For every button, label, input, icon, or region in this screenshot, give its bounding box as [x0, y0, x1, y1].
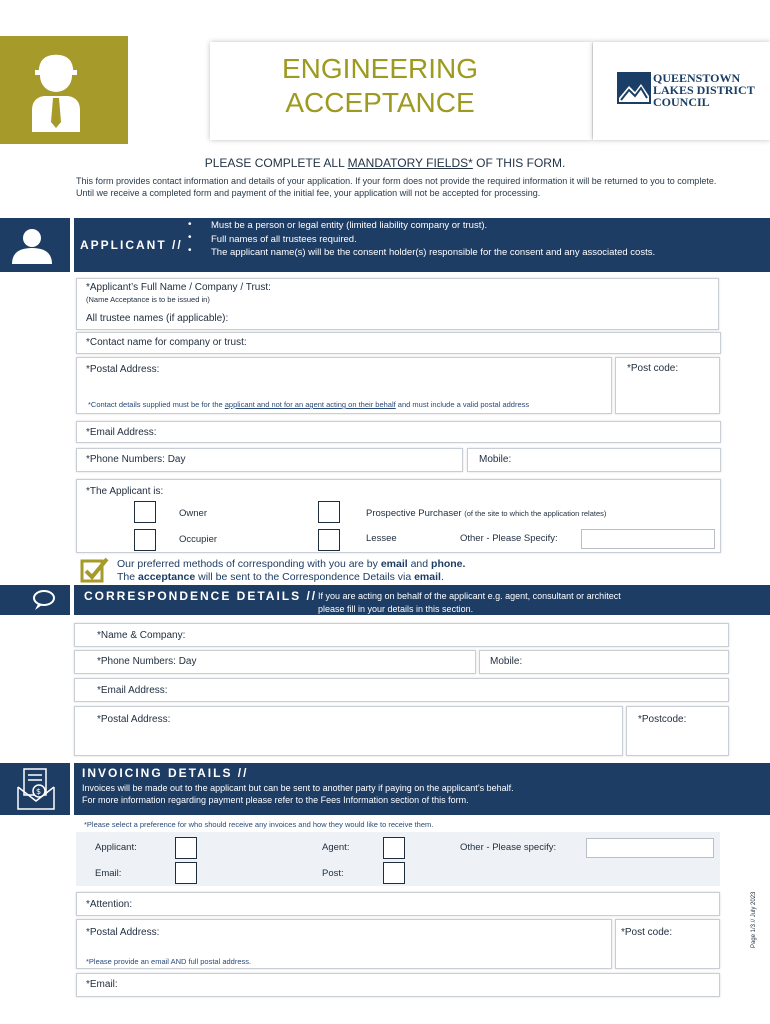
- correspondence-icon-box: [0, 585, 70, 615]
- applicant-email-label: *Email Address:: [86, 427, 157, 438]
- occupier-label: Occupier: [179, 534, 218, 545]
- invoice-envelope-icon: [0, 763, 70, 815]
- applicant-other-specify-input[interactable]: [581, 529, 715, 549]
- checked-checkbox-icon: [80, 557, 110, 583]
- correspondence-postcode-label: *Postcode:: [638, 714, 687, 725]
- correspondence-mobile-label: Mobile:: [490, 656, 523, 667]
- invoicing-section-title: INVOICING DETAILS //: [82, 766, 249, 780]
- lessee-checkbox[interactable]: [318, 529, 340, 551]
- council-logo-text: QUEENSTOWN LAKES DISTRICT COUNCIL: [653, 71, 755, 109]
- intro-text: This form provides contact information and details of your application. If your form does not provide the required information it will be returned to you to complete. Until we receive a completed form and payment of the initial fee, your application will not be accepted for processing.: [76, 176, 717, 198]
- chat-bubble-icon: [0, 585, 70, 615]
- occupier-checkbox[interactable]: [134, 529, 156, 551]
- invoicing-select-note: *Please select a preference for who should receive any invoices and how they would like to receive them.: [84, 820, 434, 829]
- invoice-applicant-label: Applicant:: [95, 842, 137, 853]
- invoice-postal-label: *Postal Address:: [86, 927, 160, 938]
- prospective-purchaser-label: Prospective Purchaser (of the site to which the application relates): [366, 508, 607, 519]
- invoicing-note-2: For more information regarding payment please refer to the Fees Information section of this form.: [82, 795, 469, 805]
- invoice-post-label: Post:: [322, 868, 344, 879]
- applicant-requirements: Must be a person or legal entity (limited liability company or trust). Full names of all trustees required. The applicant name(s) will be the consent holder(s) responsible for the consent and any associated costs.: [211, 220, 656, 258]
- invoice-attention-field[interactable]: [76, 892, 720, 916]
- applicant-section-title: APPLICANT //: [80, 238, 183, 252]
- invoicing-icon-box: [0, 763, 70, 815]
- invoice-email-checkbox[interactable]: [175, 862, 197, 884]
- invoice-other-label: Other - Please specify:: [460, 842, 557, 853]
- invoice-attention-label: *Attention:: [86, 899, 133, 910]
- applicant-icon-box: [0, 218, 70, 272]
- page-title: ENGINEERING ACCEPTANCE: [281, 53, 479, 118]
- applicant-email-field[interactable]: [76, 421, 721, 443]
- correspondence-phone-label: *Phone Numbers: Day: [97, 656, 197, 667]
- preferred-methods-text: Our preferred methods of corresponding with you are by email and phone. The acceptance will be sent to the Correspondence Details via email.: [117, 558, 466, 583]
- correspondence-note-2: please fill in your details in this section.: [318, 604, 474, 614]
- applicant-postal-note: *Contact details supplied must be for the applicant and not for an agent acting on their behalf and must include a valid postal address: [88, 400, 530, 409]
- applicant-mobile-label: Mobile:: [479, 454, 512, 465]
- correspondence-postal-label: *Postal Address:: [97, 714, 171, 725]
- applicant-phone-label: *Phone Numbers: Day: [86, 454, 186, 465]
- mandatory-fields-heading: PLEASE COMPLETE ALL MANDATORY FIELDS* OF THIS FORM.: [204, 156, 566, 170]
- invoice-agent-label: Agent:: [322, 842, 350, 853]
- invoice-postcode-label: *Post code:: [621, 927, 673, 938]
- invoice-post-checkbox[interactable]: [383, 862, 405, 884]
- contact-name-label: *Contact name for company or trust:: [86, 337, 247, 348]
- correspondence-name-label: *Name & Company:: [97, 630, 186, 641]
- applicant-postcode-label: *Post code:: [627, 363, 679, 374]
- person-icon: [0, 218, 70, 272]
- council-logo-icon: [617, 72, 651, 104]
- correspondence-email-field[interactable]: [74, 678, 729, 702]
- engineer-icon: [0, 36, 128, 144]
- page-footer: Page 1/3 // July 2023: [751, 891, 757, 948]
- svg-text:$: $: [36, 787, 42, 796]
- prospective-purchaser-checkbox[interactable]: [318, 501, 340, 523]
- lessee-label: Lessee: [366, 533, 397, 544]
- invoice-email-field-label: *Email:: [86, 979, 118, 990]
- correspondence-note-1: If you are acting on behalf of the applicant e.g. agent, consultant or architect: [318, 591, 621, 601]
- applicant-bullets-markers: • • •: [188, 219, 192, 256]
- correspondence-section-title: CORRESPONDENCE DETAILS //: [84, 589, 318, 603]
- invoice-email-field[interactable]: [76, 973, 720, 997]
- invoicing-note-1: Invoices will be made out to the applicant but can be sent to another party if paying on the applicant’s behalf.: [82, 783, 514, 793]
- owner-checkbox[interactable]: [134, 501, 156, 523]
- applicant-full-name-note: (Name Acceptance is to be issued in): [86, 295, 210, 304]
- invoice-other-specify-input[interactable]: [586, 838, 714, 858]
- applicant-postal-label: *Postal Address:: [86, 364, 160, 375]
- invoice-postal-note: *Please provide an email AND full postal address.: [86, 957, 252, 966]
- applicant-type-label: *The Applicant is:: [86, 486, 164, 497]
- trustee-names-label: All trustee names (if applicable):: [86, 313, 229, 324]
- invoice-agent-checkbox[interactable]: [383, 837, 405, 859]
- header-accent-block: [0, 36, 128, 144]
- invoice-applicant-checkbox[interactable]: [175, 837, 197, 859]
- invoice-email-label: Email:: [95, 868, 122, 879]
- applicant-full-name-label: *Applicant’s Full Name / Company / Trust:: [86, 282, 271, 293]
- applicant-other-label: Other - Please Specify:: [460, 533, 558, 544]
- correspondence-email-label: *Email Address:: [97, 685, 168, 696]
- owner-label: Owner: [179, 508, 207, 519]
